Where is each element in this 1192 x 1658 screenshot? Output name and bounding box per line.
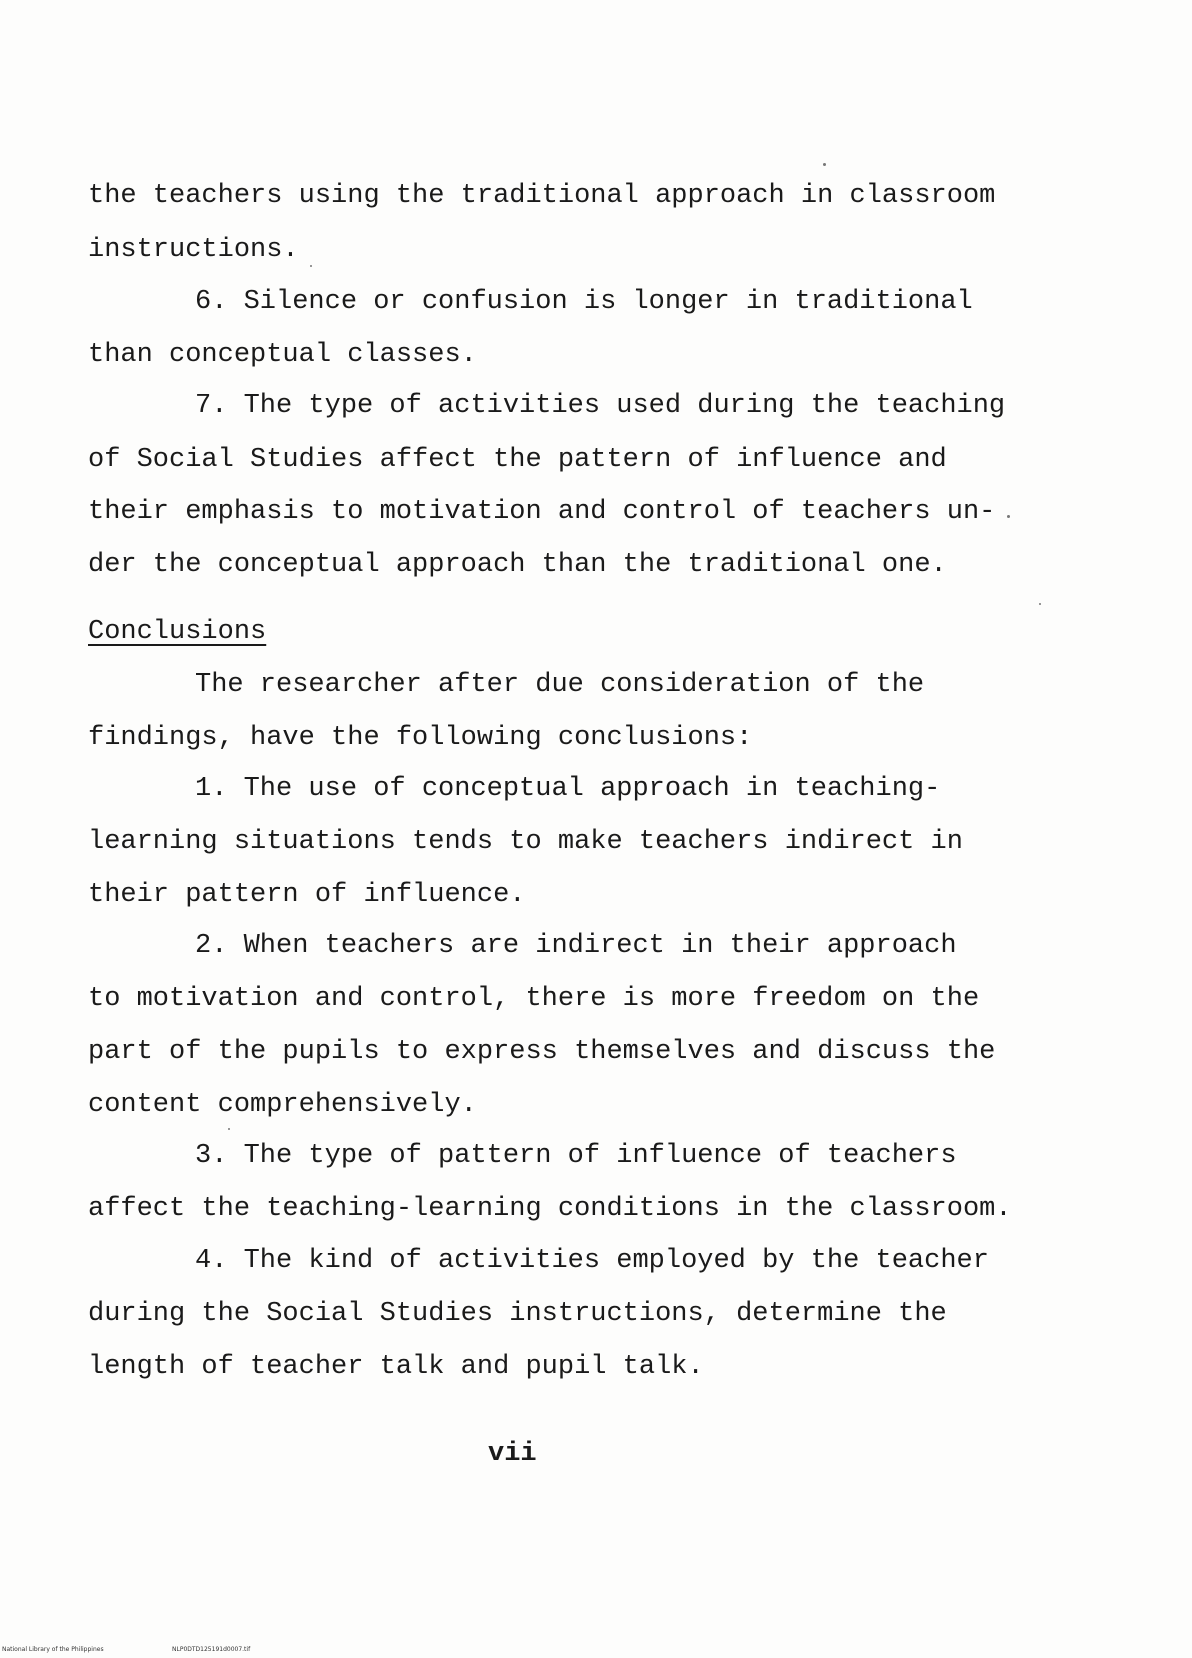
footer-source: National Library of the Philippines: [2, 1646, 104, 1653]
body-line: during the Social Studies instructions, determine the: [88, 1299, 947, 1329]
list-item-7: 7. The type of activities used during the teaching: [195, 391, 1006, 421]
conclusions-intro: The researcher after due consideration of the: [195, 670, 925, 700]
body-line: the teachers using the traditional approach in classroom: [88, 181, 996, 211]
body-line: content comprehensively.: [88, 1090, 477, 1120]
body-line: to motivation and control, there is more freedom on the: [88, 984, 980, 1014]
body-line: der the conceptual approach than the traditional one.: [88, 550, 947, 580]
body-line: their emphasis to motivation and control of teachers un-: [88, 497, 996, 527]
conclusion-item-1: 1. The use of conceptual approach in teaching-: [195, 774, 941, 804]
body-line: of Social Studies affect the pattern of influence and: [88, 445, 947, 475]
body-line: their pattern of influence.: [88, 880, 526, 910]
conclusions-heading: Conclusions: [88, 617, 267, 647]
body-line: learning situations tends to make teachers indirect in: [88, 827, 963, 857]
body-line: findings, have the following conclusions:: [88, 723, 753, 753]
scan-speck: [823, 163, 826, 166]
list-item-6: 6. Silence or confusion is longer in traditional: [195, 287, 973, 317]
page-number: vii: [488, 1439, 537, 1469]
body-line: affect the teaching-learning conditions in the classroom.: [88, 1194, 1012, 1224]
conclusion-item-3: 3. The type of pattern of influence of teachers: [195, 1141, 957, 1171]
footer-filename: NLP0DTD125191d0007.tif: [172, 1646, 251, 1653]
scan-speck: [310, 265, 312, 267]
conclusion-item-4: 4. The kind of activities employed by the teacher: [195, 1246, 989, 1276]
scan-speck: [1007, 515, 1010, 518]
body-line: than conceptual classes.: [88, 340, 477, 370]
body-line: instructions.: [88, 235, 299, 265]
body-line: part of the pupils to express themselves and discuss the: [88, 1037, 996, 1067]
scan-speck: [1039, 603, 1041, 605]
body-line: length of teacher talk and pupil talk.: [88, 1352, 704, 1382]
scan-speck: [228, 1128, 230, 1130]
conclusion-item-2: 2. When teachers are indirect in their approach: [195, 931, 957, 961]
